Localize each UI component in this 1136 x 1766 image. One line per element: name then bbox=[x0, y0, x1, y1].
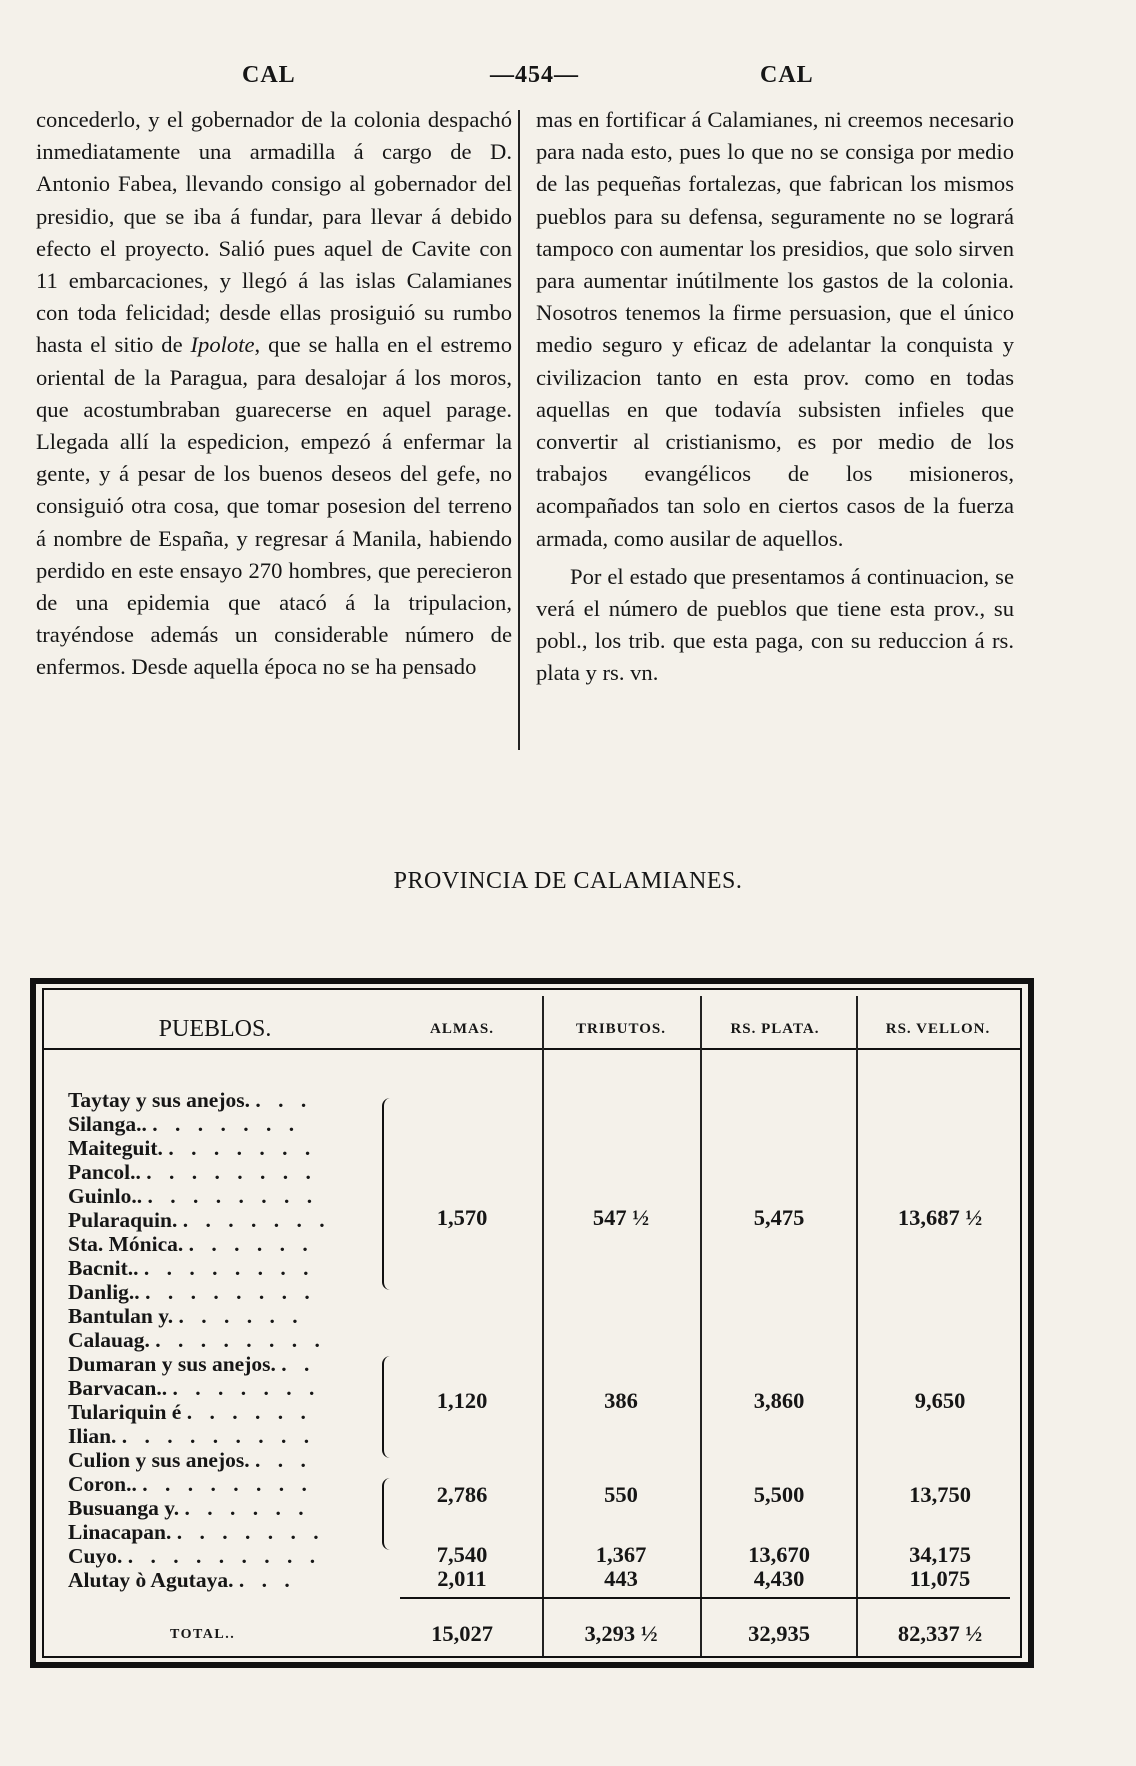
group-1-tributos: 547 ½ bbox=[592, 1205, 650, 1230]
header-left: CAL bbox=[242, 62, 296, 88]
pueblo-row: Pularaquin. . . . . . . . bbox=[68, 1208, 331, 1232]
col-rule-3 bbox=[856, 996, 858, 1656]
col-header-almas: ALMAS. bbox=[430, 1021, 494, 1037]
left-column bbox=[36, 104, 512, 684]
pueblo-row: Bacnit.. . . . . . . . . bbox=[68, 1256, 315, 1280]
left-paragraph bbox=[36, 104, 512, 684]
table-title: PROVINCIA DE CALAMIANES. bbox=[393, 868, 743, 894]
col-header-vellon: RS. VELLON. bbox=[885, 1021, 991, 1037]
total-rule bbox=[400, 1597, 1010, 1599]
column-divider bbox=[518, 110, 520, 750]
col-rule-1 bbox=[542, 996, 544, 1656]
pueblo-row: Busuanga y. . . . . . . bbox=[68, 1496, 310, 1520]
pueblo-row: Taytay y sus anejos. . . . bbox=[68, 1088, 313, 1112]
pueblo-row: Tulariquin é . . . . . . bbox=[68, 1400, 312, 1424]
group-2-plata: 3,860 bbox=[753, 1388, 805, 1413]
left-text-before: concederlo, y el gobernador de la colonia despachó inmediatamente una armadilla á cargo de D. Antonio Fabea, llevando consigo al gobernador del presidio, que se iba á fundar, para llevar á debido efecto el proyecto. Salió pues aquel de Cavite con 11 embarcaciones, y llegó á las islas Calamianes con toda felicidad; desde ellas prosiguió su rumbo hasta el sitio de bbox=[36, 107, 512, 358]
pueblo-row: Dumaran y sus anejos. . . bbox=[68, 1352, 316, 1376]
group-3-tributos: 550 bbox=[604, 1482, 638, 1507]
total-plata: 32,935 bbox=[748, 1621, 810, 1646]
pueblo-row: Maiteguit. . . . . . . . bbox=[68, 1136, 317, 1160]
group-4-vellon: 34,175 bbox=[909, 1542, 971, 1567]
pueblo-row: Silanga.. . . . . . . . bbox=[68, 1112, 301, 1136]
total-label: TOTAL.. bbox=[170, 1627, 236, 1642]
pueblo-row: Linacapan. . . . . . . . bbox=[68, 1520, 325, 1544]
right-paragraph-2: Por el estado que presentamos á continuacion, se verá el número de pueblos que tiene esta prov., su pobl., los trib. que esta paga, con su reduccion á rs. plata y rs. vn. bbox=[536, 563, 1014, 686]
pueblo-row: Ilian. . . . . . . . . . bbox=[68, 1424, 316, 1448]
left-text-after: , que se halla en el estremo oriental de la Paragua, para desalojar á los moros, que acostumbraban guarecerse en aquel parage. Llegada allí la espedicion, empezó á enfermar la gente, y á pesar de los buenos deseos del gefe, no consiguió otra cosa, que tomar posesion del terreno á nombre de España, y regresar á Manila, habiendo perdido en este ensayo 270 hombres, que perecieron de una epidemia que atacó á la tripulacion, trayéndose además un considerable número de enfermos. Desde aquella época no se ha pensado bbox=[36, 332, 512, 680]
col-header-plata: RS. PLATA. bbox=[730, 1021, 820, 1037]
group-brace-1 bbox=[382, 1098, 394, 1290]
group-2-vellon: 9,650 bbox=[914, 1388, 966, 1413]
right-column bbox=[536, 104, 1014, 690]
page-number: —454— bbox=[490, 62, 579, 88]
group-5-tributos: 443 bbox=[604, 1566, 638, 1591]
group-4-almas: 7,540 bbox=[436, 1542, 488, 1567]
group-5-vellon: 11,075 bbox=[909, 1566, 971, 1591]
pueblo-row: Guinlo.. . . . . . . . . bbox=[68, 1184, 319, 1208]
total-tributos: 3,293 ½ bbox=[584, 1621, 658, 1646]
pueblo-row: Cuyo. . . . . . . . . . bbox=[68, 1544, 322, 1568]
col-header-tributos: TRIBUTOS. bbox=[575, 1021, 666, 1037]
pueblo-row: Culion y sus anejos. . . . bbox=[68, 1448, 312, 1472]
group-1-almas: 1,570 bbox=[436, 1205, 488, 1230]
right-paragraph-1: mas en fortificar á Calamianes, ni creemos necesario para nada esto, pues lo que no se consiga por medio de las pequeñas fortalezas, que fabrican los mismos pueblos para su defensa, seguramente no se logrará tampoco con aumentar los presidios, que solo sirven para aumentar inútilmente los gastos de la colonia. Nosotros tenemos la firme persuasion, que el único medio seguro y eficaz de adelantar la conquista y civilizacion tanto en esta prov. como en todas aquellas en que todavía subsisten infieles que convertir al cristianismo, es por medio de los trabajos evangélicos de los misioneros, acompañados tan solo en ciertos casos de la fuerza armada, como ausilar de aquellos. bbox=[536, 107, 1014, 551]
header-right: CAL bbox=[760, 62, 814, 88]
group-3-almas: 2,786 bbox=[436, 1482, 488, 1507]
pueblo-row: Alutay ò Agutaya. . . . bbox=[68, 1568, 296, 1592]
group-1-plata: 5,475 bbox=[753, 1205, 805, 1230]
group-1-vellon: 13,687 ½ bbox=[897, 1205, 983, 1230]
total-almas: 15,027 bbox=[431, 1621, 493, 1646]
pueblo-row: Bantulan y. . . . . . . bbox=[68, 1304, 304, 1328]
group-5-almas: 2,011 bbox=[437, 1566, 487, 1591]
group-2-almas: 1,120 bbox=[436, 1388, 488, 1413]
pueblo-row: Calauag. . . . . . . . . bbox=[68, 1328, 326, 1352]
group-4-tributos: 1,367 bbox=[595, 1542, 647, 1567]
col-header-pueblos: PUEBLOS. bbox=[158, 1016, 272, 1042]
group-3-vellon: 13,750 bbox=[909, 1482, 971, 1507]
pueblo-row: Pancol.. . . . . . . . . bbox=[68, 1160, 317, 1184]
group-5-plata: 4,430 bbox=[753, 1566, 805, 1591]
pueblo-row: Coron.. . . . . . . . . bbox=[68, 1472, 313, 1496]
group-4-plata: 13,670 bbox=[748, 1542, 810, 1567]
group-2-tributos: 386 bbox=[604, 1388, 638, 1413]
total-vellon: 82,337 ½ bbox=[897, 1621, 983, 1646]
pueblo-row: Danlig.. . . . . . . . . bbox=[68, 1280, 316, 1304]
group-3-plata: 5,500 bbox=[753, 1482, 805, 1507]
col-rule-2 bbox=[700, 996, 702, 1656]
header-underline bbox=[42, 1048, 1022, 1050]
place-name-italic: Ipolote bbox=[190, 332, 255, 358]
pueblo-row: Sta. Mónica. . . . . . . bbox=[68, 1232, 314, 1256]
pueblo-row: Barvacan.. . . . . . . . bbox=[68, 1376, 321, 1400]
